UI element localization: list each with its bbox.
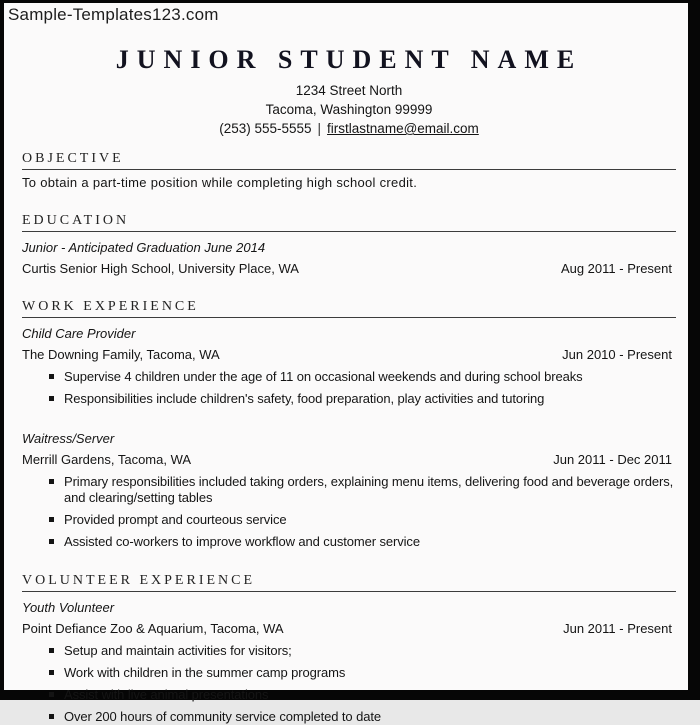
entry-dates: Jun 2011 - Present	[563, 621, 672, 636]
bullet-list	[22, 643, 676, 725]
bullet-text: Provided prompt and courteous service	[64, 512, 287, 527]
watermark-text: Sample-Templates123.com	[8, 5, 219, 24]
entry-org-row	[22, 261, 676, 276]
bullet-text: Supervise 4 children under the age of 11 on occasional weekends and during school breaks	[64, 369, 583, 384]
entry-organization: Point Defiance Zoo & Aquarium, Tacoma, WA	[22, 621, 284, 636]
bullet-text: Assist with live animal presentations	[64, 687, 269, 702]
bullet-text: Primary responsibilities included taking orders, explaining menu items, delivering food and beverage orders, and clearing/setting tables	[64, 474, 674, 505]
section-title: OBJECTIVE	[22, 151, 676, 170]
candidate-name: JUNIOR STUDENT NAME	[115, 45, 583, 74]
bullet-item	[49, 512, 674, 528]
phone-number: (253) 555-5555	[219, 121, 312, 136]
entry-org-row	[22, 621, 676, 636]
entry-organization: The Downing Family, Tacoma, WA	[22, 347, 220, 362]
entry-role: Waitress/Server	[22, 431, 115, 446]
bullet-text: Work with children in the summer camp programs	[64, 665, 346, 680]
bullet-icon	[49, 517, 54, 522]
section-title: WORK EXPERIENCE	[22, 299, 676, 318]
bullet-text: Setup and maintain activities for visitors;	[64, 643, 292, 658]
entry-dates: Jun 2010 - Present	[562, 347, 672, 362]
bullet-icon	[49, 714, 54, 719]
bullet-item	[49, 709, 674, 725]
entry-dates: Aug 2011 - Present	[560, 261, 672, 276]
contact-line	[22, 119, 676, 138]
bullet-icon	[49, 670, 54, 675]
bullet-icon	[49, 374, 54, 379]
objective-text: To obtain a part-time position while completing high school credit.	[22, 175, 418, 190]
bullet-icon	[49, 692, 54, 697]
resume-header	[22, 45, 676, 138]
resume-section	[22, 213, 676, 276]
resume-sections	[22, 151, 676, 725]
entry-role: Youth Volunteer	[22, 600, 115, 615]
bullet-list	[22, 369, 676, 407]
entry-role: Child Care Provider	[22, 326, 136, 341]
bullet-item	[49, 369, 674, 385]
bullet-text: Responsibilities include children's safety, food preparation, play activities and tutoring	[64, 391, 545, 406]
email-link[interactable]: firstlastname@email.com	[327, 121, 479, 136]
resume-section	[22, 151, 676, 190]
bullet-text: Over 200 hours of community service completed to date	[64, 709, 381, 724]
bullet-text: Assisted co-workers to improve workflow and customer service	[64, 534, 420, 549]
resume-entry	[22, 326, 676, 407]
bullet-icon	[49, 539, 54, 544]
address-line-2: Tacoma, Washington 99999	[265, 102, 433, 117]
resume-section	[22, 299, 676, 550]
bullet-list	[22, 474, 676, 550]
entry-organization: Curtis Senior High School, University Place, WA	[22, 261, 299, 276]
resume-entry	[22, 431, 676, 550]
entry-org-row	[22, 347, 676, 362]
bullet-item	[49, 534, 674, 550]
resume-content	[22, 45, 676, 725]
resume-entry	[22, 240, 676, 276]
bullet-icon	[49, 396, 54, 401]
bullet-icon	[49, 479, 54, 484]
section-title: VOLUNTEER EXPERIENCE	[22, 573, 676, 592]
contact-separator: |	[317, 121, 322, 136]
entry-dates: Jun 2011 - Dec 2011	[553, 452, 672, 467]
resume-entry	[22, 600, 676, 725]
bullet-item	[49, 474, 674, 506]
section-title: EDUCATION	[22, 213, 676, 232]
resume-section	[22, 573, 676, 725]
bullet-item	[49, 643, 674, 659]
entry-org-row	[22, 452, 676, 467]
bullet-icon	[49, 648, 54, 653]
bullet-item	[49, 687, 674, 703]
bullet-item	[49, 391, 674, 407]
entry-organization: Merrill Gardens, Tacoma, WA	[22, 452, 192, 467]
bullet-item	[49, 665, 674, 681]
entry-role: Junior - Anticipated Graduation June 2014	[22, 240, 266, 255]
address-line-1: 1234 Street North	[295, 83, 403, 98]
